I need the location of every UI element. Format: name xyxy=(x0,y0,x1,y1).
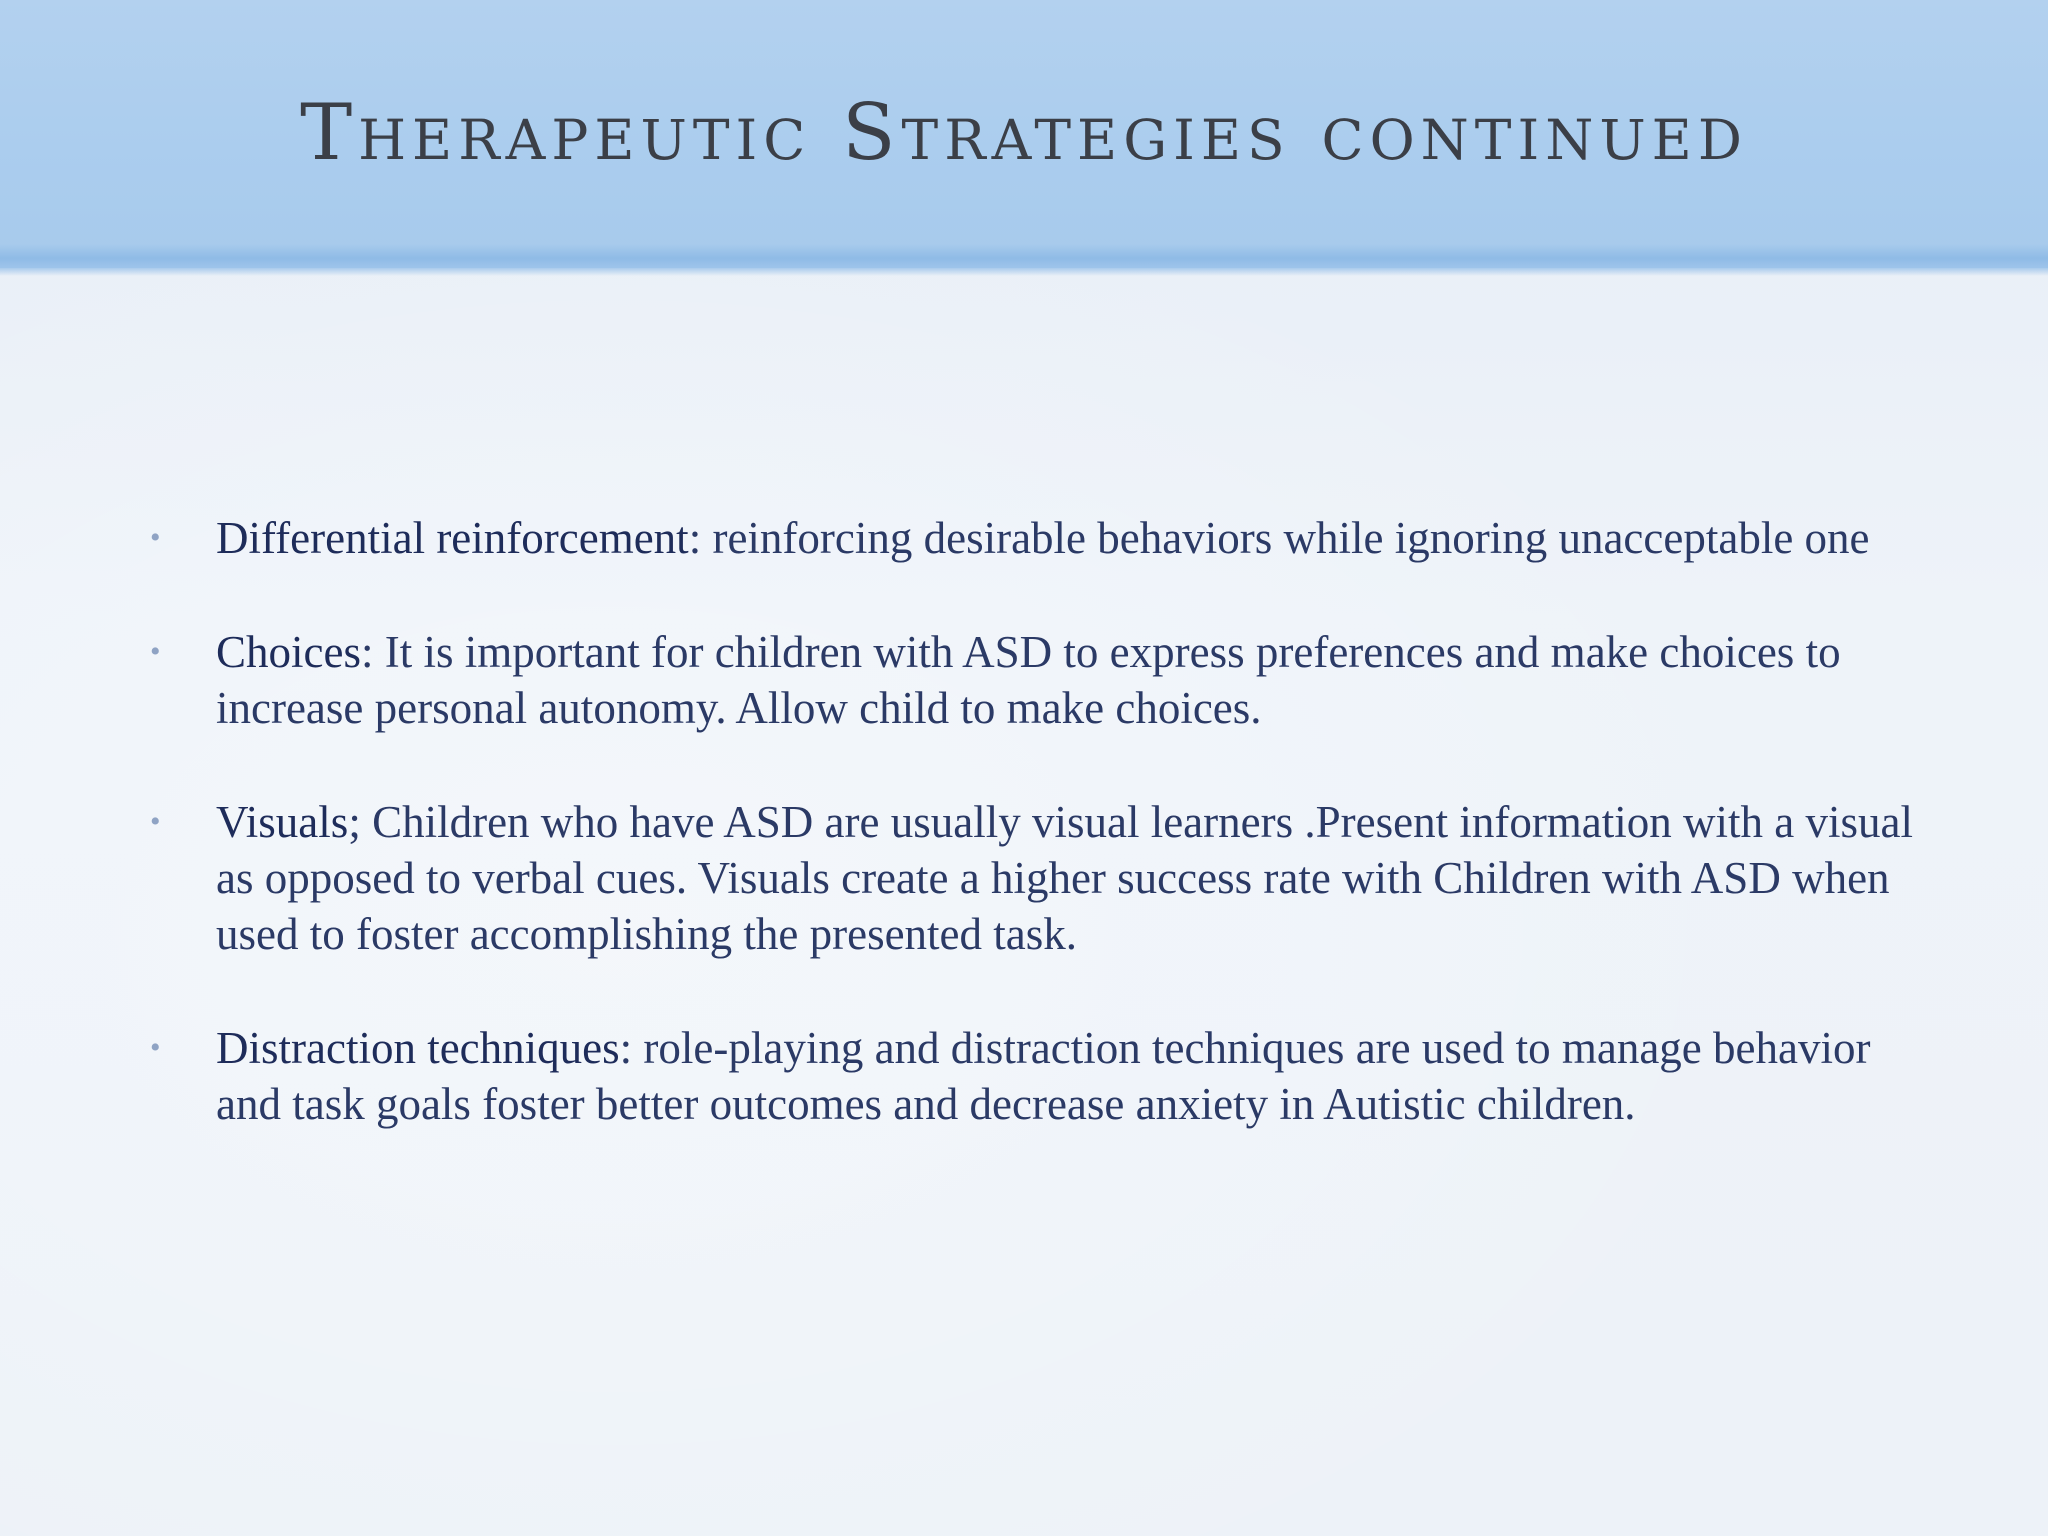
bullet-item-distraction-techniques xyxy=(150,1020,1930,1132)
bullet-dot-icon: • xyxy=(150,1031,161,1064)
bullet-term: Distraction techniques xyxy=(216,1023,620,1073)
bullet-separator: : xyxy=(619,1023,633,1073)
bullet-term: Choices xyxy=(216,627,361,677)
bullet-text: role-playing and distraction techniques are used to manage behavior and task goals foster better outcomes and decrease anxiety in Autistic children. xyxy=(216,1023,1871,1129)
bullet-separator: ; xyxy=(348,797,361,847)
bullet-item-differential-reinforcement xyxy=(150,510,1930,566)
bullet-dot-icon: • xyxy=(150,805,161,838)
header-band-edge xyxy=(0,244,2048,276)
bullet-separator: : xyxy=(688,513,702,563)
bullet-term: Visuals xyxy=(216,797,349,847)
bullet-dot-icon: • xyxy=(150,521,161,554)
slide-title: Therapeutic Strategies continued xyxy=(300,88,1748,178)
bullet-item-visuals xyxy=(150,794,1930,962)
bullet-list xyxy=(150,510,1930,1190)
bullet-dot-icon: • xyxy=(150,635,161,668)
bullet-text: It is important for children with ASD to express preferences and make choices to increase personal autonomy. Allow child to make choices. xyxy=(216,627,1841,733)
bullet-term: Differential reinforcement xyxy=(216,513,689,563)
bullet-text: reinforcing desirable behaviors while ignoring unacceptable one xyxy=(701,513,1870,563)
bullet-item-choices xyxy=(150,624,1930,736)
bullet-separator: : xyxy=(360,627,374,677)
bullet-text: Children who have ASD are usually visual learners .Present information with a visual as opposed to verbal cues. Visuals create a higher success rate with Children with ASD when used to foster accomplishing the presented task. xyxy=(216,797,1913,959)
